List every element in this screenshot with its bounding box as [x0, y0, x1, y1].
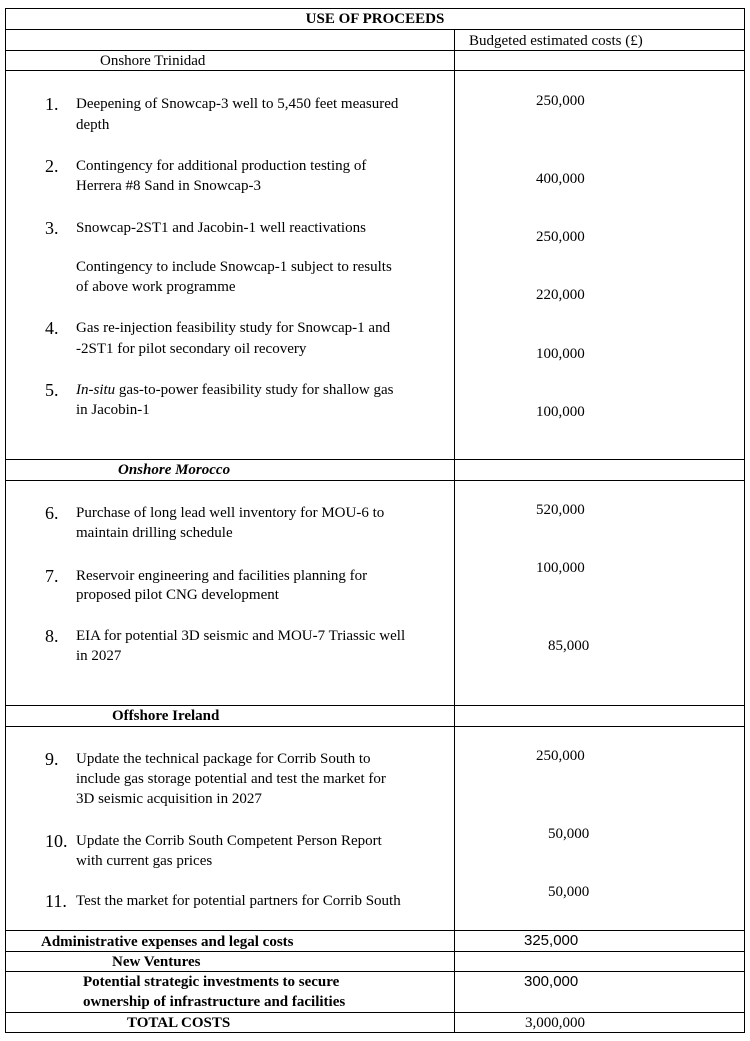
item-number: 7.: [45, 566, 59, 586]
section-heading-morocco: Onshore Morocco: [118, 462, 231, 478]
table-border-right: [744, 8, 745, 1033]
column-divider: [454, 29, 455, 1033]
item-cost: 100,000: [536, 346, 585, 362]
item-description: with current gas prices: [76, 853, 213, 869]
item-number: 8.: [45, 626, 59, 646]
total-cost: 3,000,000: [525, 1015, 585, 1031]
row-divider: [5, 480, 745, 481]
row-divider: [5, 930, 745, 931]
item-number: 1.: [45, 94, 59, 114]
item-number: 3.: [45, 218, 59, 238]
item-description: -2ST1 for pilot secondary oil recovery: [76, 341, 307, 357]
section-heading-trinidad: Onshore Trinidad: [100, 53, 206, 69]
item-description: Contingency for additional production testing of: [76, 158, 367, 174]
item-cost: 100,000: [536, 560, 585, 576]
item-description: Snowcap-2ST1 and Jacobin-1 well reactivations: [76, 220, 366, 236]
new-ventures-cost: 300,000: [524, 973, 579, 990]
admin-cost: 325,000: [524, 932, 579, 949]
item-description: include gas storage potential and test the market for: [76, 771, 386, 787]
item-cost: 50,000: [548, 826, 590, 842]
item-number: 11.: [45, 891, 67, 911]
item-description: Purchase of long lead well inventory for MOU-6 to: [76, 505, 385, 521]
item-description: maintain drilling schedule: [76, 525, 233, 541]
item-description: Update the Corrib South Competent Person Report: [76, 833, 382, 849]
item-description-italic: In-situ: [76, 382, 116, 398]
item-description: EIA for potential 3D seismic and MOU-7 Triassic well: [76, 628, 406, 644]
item-description: of above work programme: [76, 279, 236, 295]
item-description: Test the market for potential partners for Corrib South: [76, 893, 401, 909]
new-ventures-description: Potential strategic investments to secure: [83, 974, 340, 990]
item-description: Herrera #8 Sand in Snowcap-3: [76, 178, 261, 194]
row-divider: [5, 459, 745, 460]
item-description: in Jacobin-1: [76, 402, 150, 418]
item-cost: 100,000: [536, 404, 585, 420]
total-label: TOTAL COSTS: [127, 1015, 231, 1031]
item-description: Update the technical package for Corrib South to: [76, 751, 371, 767]
item-description: Reservoir engineering and facilities planning for: [76, 568, 368, 584]
section-heading-ireland: Offshore Ireland: [112, 708, 220, 724]
item-description: Contingency to include Snowcap-1 subject to results: [76, 259, 392, 275]
table-border-left: [5, 8, 6, 1033]
item-cost: 400,000: [536, 171, 585, 187]
item-description: gas-to-power feasibility study for shallow gas: [115, 382, 394, 398]
item-description: Gas re-injection feasibility study for Snowcap-1 and: [76, 320, 391, 336]
new-ventures-description: ownership of infrastructure and facilities: [83, 994, 346, 1010]
item-number: 2.: [45, 156, 59, 176]
item-cost: 85,000: [548, 638, 590, 654]
item-number: 10.: [45, 831, 68, 851]
item-cost: 250,000: [536, 748, 585, 764]
item-description: proposed pilot CNG development: [76, 587, 279, 603]
item-number: 9.: [45, 749, 59, 769]
item-description: depth: [76, 117, 110, 133]
section-heading-new-ventures: New Ventures: [112, 954, 201, 970]
admin-label: Administrative expenses and legal costs: [41, 934, 294, 950]
item-cost: 250,000: [536, 229, 585, 245]
table-title: USE OF PROCEEDS: [305, 11, 445, 27]
row-divider: [5, 1012, 745, 1013]
item-description: in 2027: [76, 648, 122, 664]
table-border-bottom: [5, 1032, 745, 1033]
item-description: Deepening of Snowcap-3 well to 5,450 feet measured: [76, 96, 399, 112]
row-divider: [5, 29, 745, 30]
item-cost: 520,000: [536, 502, 585, 518]
item-number: 6.: [45, 503, 59, 523]
cost-column-header: Budgeted estimated costs (£): [469, 33, 643, 49]
item-cost: 50,000: [548, 884, 590, 900]
item-description: 3D seismic acquisition in 2027: [76, 791, 262, 807]
item-cost: 250,000: [536, 93, 585, 109]
item-number: 5.: [45, 380, 59, 400]
item-number: 4.: [45, 318, 59, 338]
item-cost: 220,000: [536, 287, 585, 303]
row-divider: [5, 726, 745, 727]
